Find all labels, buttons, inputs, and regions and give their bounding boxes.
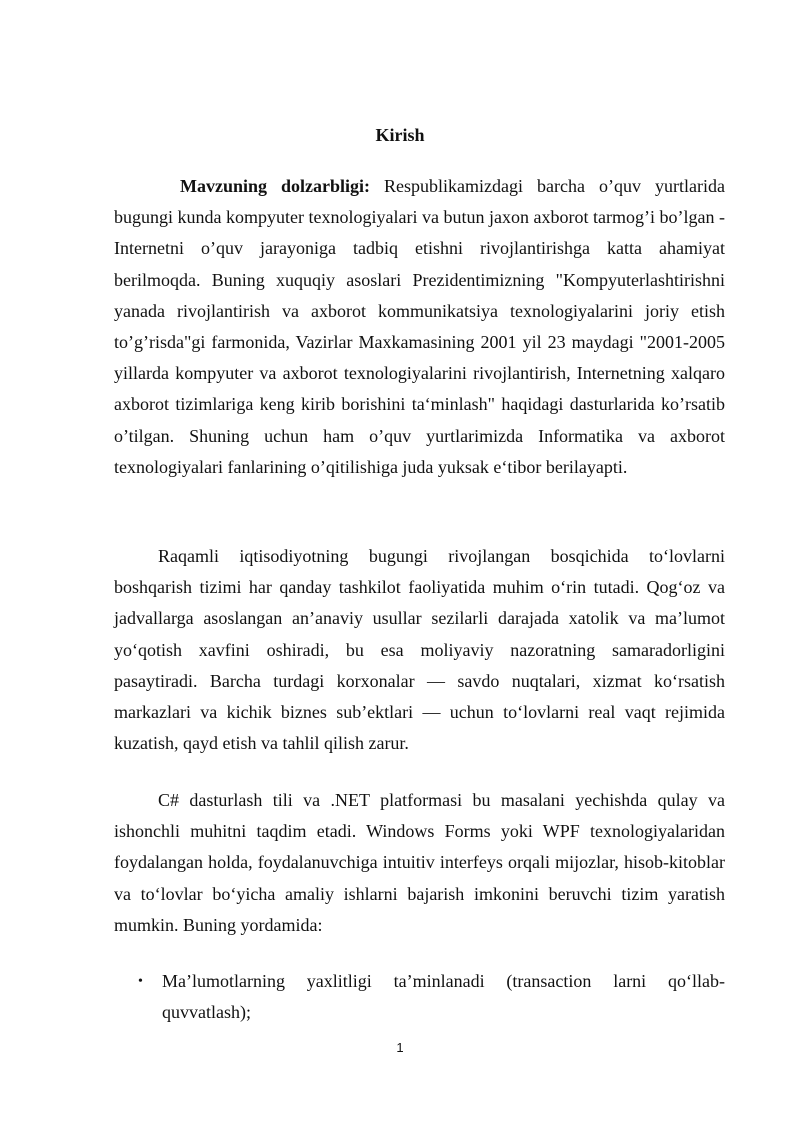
paragraph-digital-economy: Raqamli iqtisodiyotning bugungi rivojlangan bosqichida to‘lovlarni boshqarish tizimi har qanday tashkilot faoliyatida muhim o‘rin tutadi. Qog‘oz va jadvallarga asoslangan an’anaviy usullar sezilarli darajada xatolik va ma’lumot yo‘qotish xavfini oshiradi, bu esa moliyaviy nazoratning samaradorligini pasaytiradi. Barcha turdagi korxonalar — savdo nuqtalari, xizmat ko‘rsatish markazlari va kichik biznes sub’ektlari — uchun to‘lovlarni real vaqt rejimida kuzatish, qayd etish va tahlil qilish zarur. <box>114 546 725 754</box>
paragraph-csharp-platform: C# dasturlash tili va .NET platformasi bu masalani yechishda qulay va ishonchli muhitni taqdim etadi. Windows Forms yoki WPF texnologiyalaridan foydalangan holda, foydalanuvchiga intuitiv interfeys orqali mijozlar, hisob-kitoblar va to‘lovlar bo‘yicha amaliy ishlarni bajarish imkonini beruvchi tizim yaratish mumkin. Buning yordamida: <box>114 790 725 935</box>
list-item <box>114 966 725 1028</box>
paragraph-relevance <box>114 171 725 483</box>
paragraph-body: Respublikamizdagi barcha o’quv yurtlarida bugungi kunda kompyuter texnologiyalari va butun jaxon axborot tarmog’i bo’lgan - Internetni o’quv jarayoniga tadbiq etishni rivojlantirishga katta ahamiyat berilmoqda. Buning xuquqiy asoslari Prezidentimizning "Kompyuterlashtirishni yanada rivojlantirish va axborot kommunikatsiya texnologiyalarini joriy etish to’g’risda"gi farmonida, Vazirlar Maxkamasining 2001 yil 23 maydagi "2001-2005 yillarda kompyuter va axborot texnologiyalarini rivojlantirish, Internetning xalqaro axborot tizimlariga keng kirib borishini ta‘minlash" haqidagi dasturlarida ko’rsatib o’tilgan. Shuning uchun ham o’quv yurtlarimizda Informatika va axborot texnologiyalari fanlarining o’qitilishiga juda yuksak e‘tibor berilayapti. <box>114 176 725 477</box>
paragraph-lead: Mavzuning dolzarbligi: <box>180 176 371 196</box>
bullet-icon: • <box>138 974 143 989</box>
list-item-text: Ma’lumotlarning yaxlitligi ta’minlanadi (transaction larni qo‘llab-quvvatlash); <box>162 971 725 1023</box>
page-number: 1 <box>396 1040 404 1055</box>
page-title: Kirish <box>375 125 425 145</box>
